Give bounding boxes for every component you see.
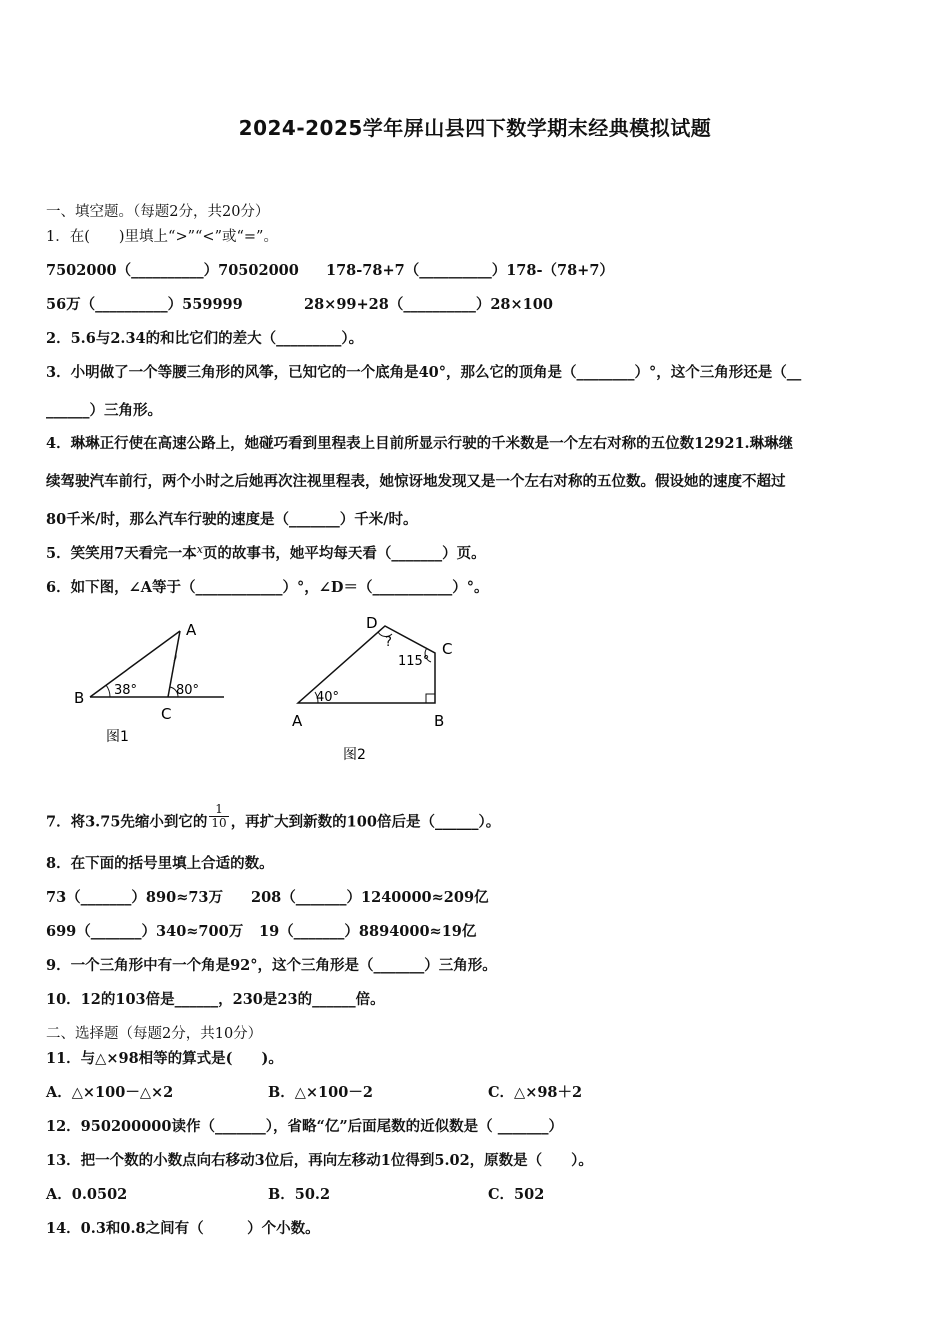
question-8-row-1	[46, 889, 489, 907]
question-7-part-a: 7．将3.75先缩小到它的	[46, 813, 208, 831]
question-11-stem: 11．与△×98相等的算式是( )。	[46, 1050, 283, 1067]
question-8-row-2	[46, 923, 476, 941]
question-8-item-a: 73（_______）890≈73万	[46, 889, 224, 906]
question-3-line-2: ______）三角形。	[46, 402, 162, 419]
question-13-option-a: A．0.0502	[46, 1186, 128, 1203]
figure-1-label-b: B	[74, 689, 85, 707]
figure-2-label-d: D	[366, 614, 378, 632]
question-1-item-b: 178-78+7（__________）178-（78+7）	[326, 262, 614, 279]
figure-2-right-angle	[426, 694, 435, 703]
figure-1-label-c: C	[161, 705, 172, 723]
question-13-option-c: C．502	[488, 1186, 545, 1203]
question-3-line-1: 3．小明做了一个等腰三角形的风筝，已知它的一个底角是40°，那么它的顶角是（________）°，这个三角形还是（__	[46, 364, 802, 381]
question-7-part-b: ，再扩大到新数的100倍后是（______）。	[230, 813, 501, 831]
question-11-option-c: C．△×98＋2	[488, 1084, 583, 1101]
figure-2-angle-a: 40°	[316, 690, 340, 705]
question-2: 2．5.6与2.34的和比它们的差大（_________）。	[46, 330, 364, 347]
figure-2-unknown-angle: ?	[385, 635, 392, 650]
section-heading-choice: 二、选择题（每题2分，共10分）	[46, 1026, 263, 1042]
page-title: 2024-2025学年屏山县四下数学期末经典模拟试题	[238, 116, 712, 140]
question-1-row-2	[46, 296, 553, 314]
figure-1-caption: 图1	[106, 729, 129, 745]
section-heading-fill-blank: 一、填空题。（每题2分，共20分）	[46, 204, 270, 220]
fraction-numerator: 1	[209, 803, 228, 817]
question-8-stem: 8．在下面的括号里填上合适的数。	[46, 855, 274, 872]
question-11-option-b: B．△×100－2	[268, 1084, 373, 1101]
question-1-item-d: 28×99+28（__________）28×100	[304, 296, 553, 313]
question-9: 9．一个三角形中有一个角是92°，这个三角形是（_______）三角形。	[46, 957, 497, 974]
figure-1-angle-c: 80°	[176, 683, 200, 698]
question-13-stem: 13．把一个数的小数点向右移动3位后，再向左移动1位得到5.02，原数是（ ）。	[46, 1152, 593, 1169]
question-7	[46, 802, 501, 836]
question-6: 6．如下图，∠A等于（____________）°，∠D＝（___________）°。	[46, 579, 489, 596]
fraction-denominator: 10	[211, 816, 227, 830]
question-5-part-b: 页的故事书，她平均每天看（_______）页。	[202, 545, 486, 562]
figure-1-angle-b: 38°	[114, 683, 138, 698]
question-8-item-d: 19（_______）8894000≈19亿	[259, 923, 477, 940]
question-12: 12．950200000读作（_______），省略“亿”后面尾数的近似数是（ _______）	[46, 1118, 563, 1135]
question-5	[46, 545, 486, 564]
question-8-item-c: 699（_______）340≈700万	[46, 923, 244, 940]
question-11-option-a: A．△×100－△×2	[46, 1084, 174, 1101]
figure-1-arc-b	[106, 685, 110, 697]
figure-2-label-a: A	[292, 712, 303, 730]
figure-2-caption: 图2	[343, 747, 366, 763]
question-1-stem: 1．在( )里填上“>”“<”或“=”。	[46, 229, 278, 245]
question-1-item-c: 56万（__________）559999	[46, 296, 243, 313]
figure-1-triangle	[66, 615, 236, 755]
question-14: 14．0.3和0.8之间有（ ）个小数。	[46, 1220, 320, 1237]
figure-2-angle-c: 115°	[398, 654, 430, 669]
figure-2-label-b: B	[434, 712, 445, 730]
question-4-line-2: 续驾驶汽车前行，两个小时之后她再次注视里程表，她惊讶地发现又是一个左右对称的五位数。假设她的速度不超过	[46, 473, 786, 490]
question-8-item-b: 208（_______）1240000≈209亿	[251, 889, 489, 906]
fraction-one-tenth	[209, 803, 228, 830]
question-10: 10．12的103倍是______，230是23的______倍。	[46, 991, 385, 1008]
question-11-options	[46, 1084, 582, 1102]
question-5-part-a: 5．笑笑用7天看完一本	[46, 545, 197, 562]
question-4-line-1: 4．琳琳正行使在高速公路上，她碰巧看到里程表上目前所显示行驶的千米数是一个左右对称的五位数12921.琳琳继	[46, 435, 794, 452]
question-13-option-b: B．50.2	[268, 1186, 331, 1203]
question-1-item-a: 7502000（__________）70502000	[46, 262, 299, 279]
variable-x: x	[196, 543, 203, 556]
question-4-line-3: 80千米/时，那么汽车行驶的速度是（_______）千米/时。	[46, 511, 418, 528]
figure-2-quadrilateral	[280, 608, 470, 768]
question-1-row-1	[46, 262, 614, 280]
figure-1-label-a: A	[186, 621, 197, 639]
question-13-options	[46, 1186, 544, 1204]
figure-2-label-c: C	[442, 640, 453, 658]
